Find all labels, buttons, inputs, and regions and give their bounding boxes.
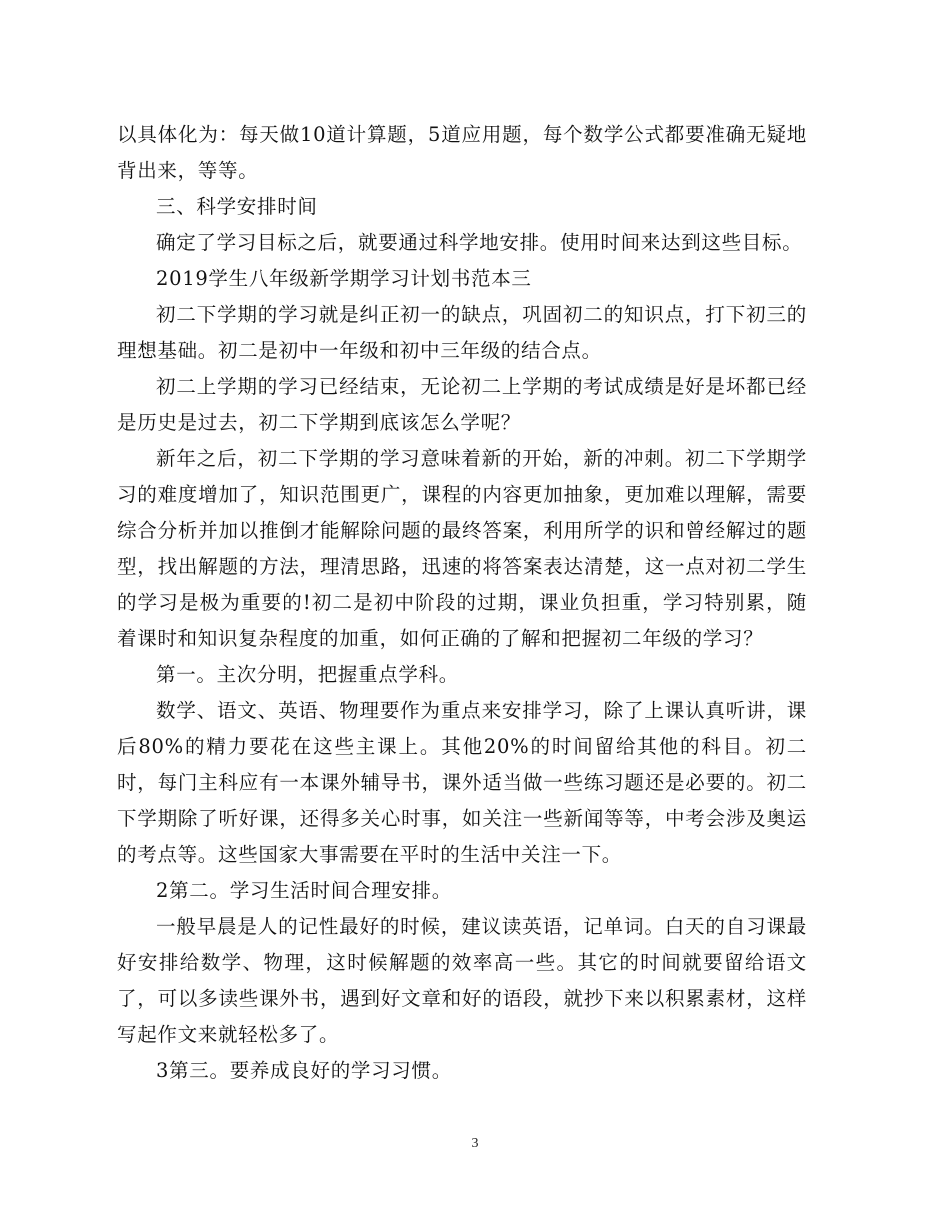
paragraph: 初二下学期的学习就是纠正初一的缺点，巩固初二的知识点，打下初三的理想基础。初二是初中一年级和初中三年级的结合点。 bbox=[117, 303, 807, 362]
document-body bbox=[117, 117, 807, 1089]
section-heading: 第一。主次分明，把握重点学科。 bbox=[156, 663, 460, 686]
page-number: 3 bbox=[471, 1136, 479, 1151]
paragraph: 一般早晨是人的记性最好的时候，建议读英语，记单词。白天的自习课最好安排给数学、物理，这时候解题的效率高一些。其它的时间就要留给语文了，可以多读些课外书，遇到好文章和好的语段，就抄下来以积累素材，这样写起作文来就轻松多了。 bbox=[117, 915, 807, 1046]
paragraph: 确定了学习目标之后，就要通过科学地安排。使用时间来达到这些目标。 bbox=[156, 231, 803, 254]
section-heading: 三、科学安排时间 bbox=[156, 195, 318, 218]
document-subtitle: 2019学生八年级新学期学习计划书范本三 bbox=[156, 267, 532, 290]
section-heading: 3第三。要养成良好的学习习惯。 bbox=[156, 1059, 452, 1082]
paragraph: 以具体化为：每天做10道计算题，5道应用题，每个数学公式都要准确无疑地背出来，等等。 bbox=[117, 123, 807, 182]
paragraph: 数学、语文、英语、物理要作为重点来安排学习，除了上课认真听讲，课后80%的精力要花在这些主课上。其他20%的时间留给其他的科目。初二时，每门主科应有一本课外辅导书，课外适当做一些练习题还是必要的。初二下学期除了听好课，还得多关心时事，如关注一些新闻等等，中考会涉及奥运的考点等。这些国家大事需要在平时的生活中关注一下。 bbox=[117, 699, 807, 866]
section-heading: 2第二。学习生活时间合理安排。 bbox=[156, 879, 452, 902]
paragraph: 初二上学期的学习已经结束，无论初二上学期的考试成绩是好是坏都已经是历史是过去，初二下学期到底该怎么学呢？ bbox=[117, 375, 807, 434]
paragraph: 新年之后，初二下学期的学习意味着新的开始，新的冲刺。初二下学期学习的难度增加了，知识范围更广，课程的内容更加抽象，更加难以理解，需要综合分析并加以推倒才能解除问题的最终答案，利用所学的识和曾经解过的题型，找出解题的方法，理清思路，迅速的将答案表达清楚，这一点对初二学生的学习是极为重要的!初二是初中阶段的过期，课业负担重，学习特别累，随着课时和知识复杂程度的加重，如何正确的了解和把握初二年级的学习？ bbox=[117, 447, 807, 650]
